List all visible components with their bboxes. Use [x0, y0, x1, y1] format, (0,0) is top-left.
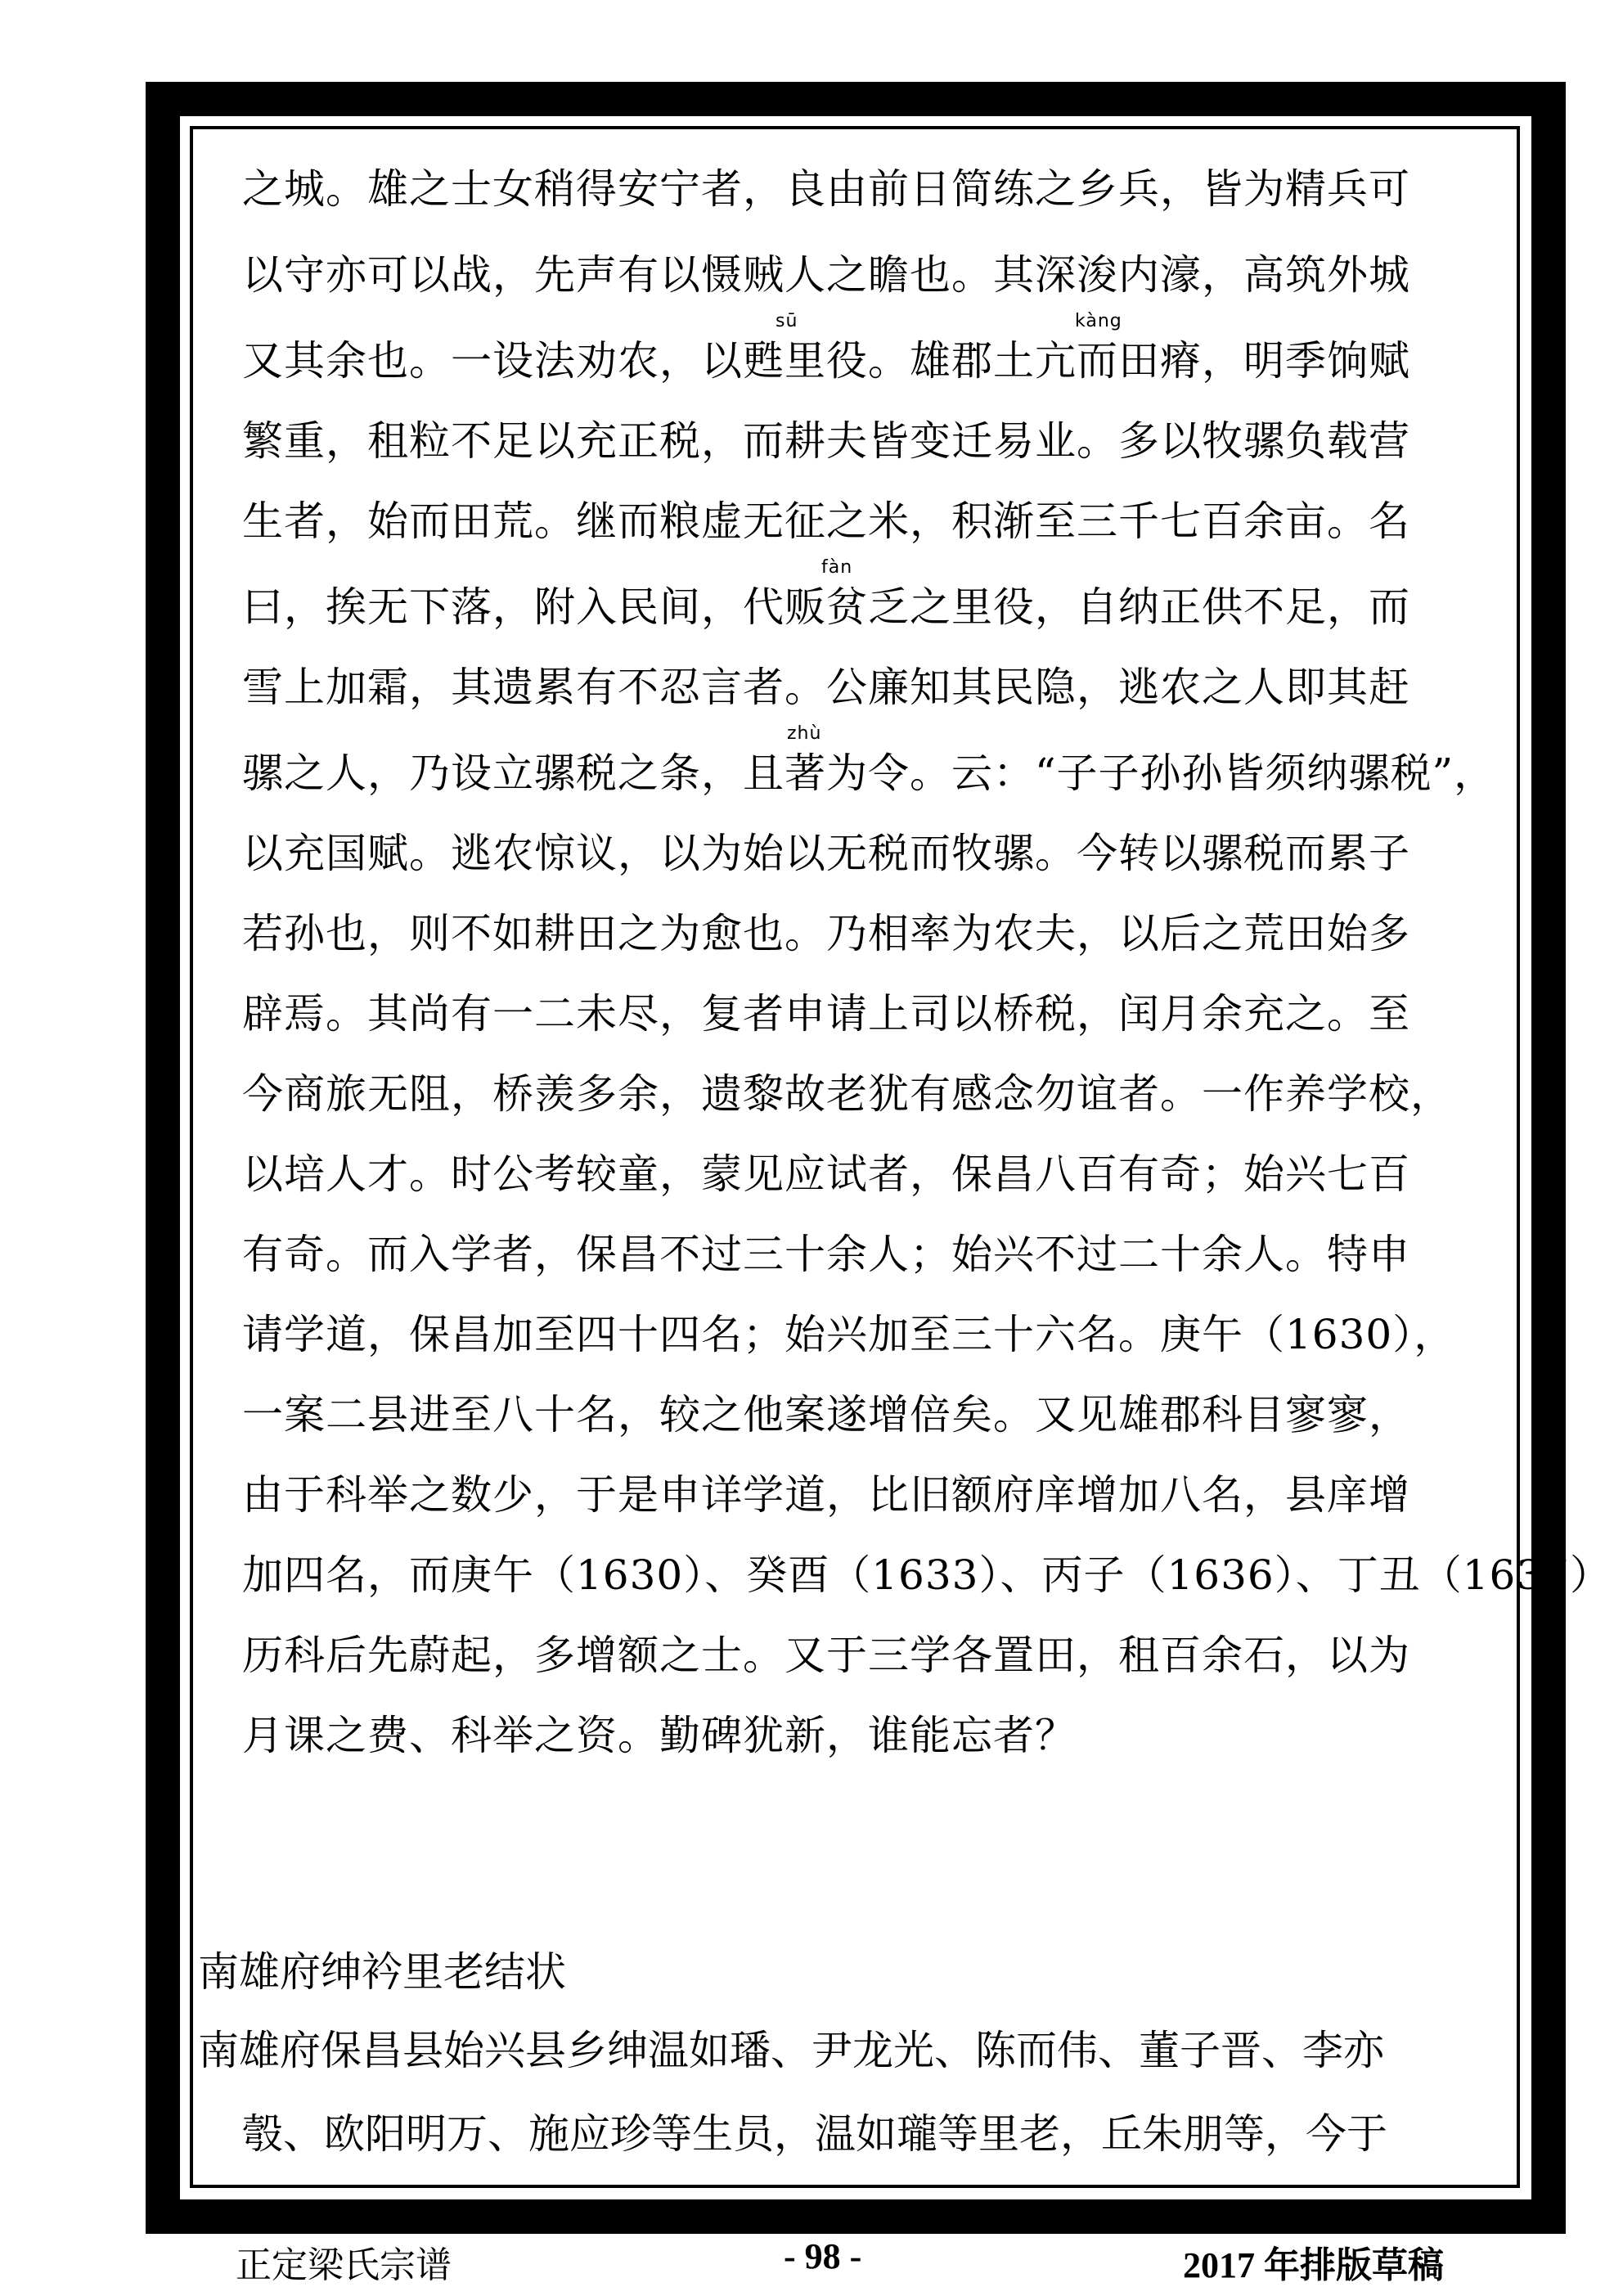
text-line: 骡之人，乃设立骡税之条，且著为令。云：“子子孙孙皆须纳骡税”， [242, 750, 1496, 797]
paragraph-line: 彀、欧阳明万、施应珍等生员，温如瓏等里老，丘朱朋等，今于 [242, 2110, 1387, 2158]
pinyin-annotation: sū [776, 311, 798, 331]
text-line: 以培人才。时公考较童，蒙见应试者，保昌八百有奇；始兴七百 [242, 1150, 1410, 1198]
text-line: 生者，始而田荒。继而粮虚无征之米，积渐至三千七百余亩。名 [242, 497, 1410, 545]
text-line: 若孙也，则不如耕田之为愈也。乃相率为农夫，以后之荒田始多 [242, 910, 1410, 957]
footer-draft-note: 2017 年排版草稿 [1183, 2245, 1444, 2285]
main-text-block [242, 133, 1612, 1765]
text-line: 加四名，而庚午（1630）、癸酉（1633）、丙子（1636）、丁丑（1637） [242, 1551, 1612, 1599]
text-line: 繁重，租粒不足以充正税，而耕夫皆变迁易业。多以牧骡负载营 [242, 417, 1410, 465]
text-line-with-pinyin [242, 717, 1510, 803]
text-line: 辟焉。其尚有一二未尽，复者申请上司以桥税，闰月余充之。至 [242, 990, 1410, 1038]
text-line: 历科后先蔚起，多增额之士。又于三学各置田，租百余石，以为 [242, 1632, 1410, 1679]
pinyin-annotation: fàn [821, 557, 853, 578]
paragraph-line: 南雄府保昌县始兴县乡绅温如璠、尹龙光、陈而伟、董子晋、李亦 [198, 2027, 1384, 2074]
pinyin-annotation: kàng [1075, 311, 1122, 331]
text-line: 有奇。而入学者，保昌不过三十余人；始兴不过二十余人。特申 [242, 1231, 1410, 1278]
text-line: 曰，挨无下落，附入民间，代贩贫乏之里役，自纳正供不足，而 [242, 583, 1410, 631]
text-line: 以守亦可以战，先声有以慑贼人之瞻也。其深浚内濠，高筑外城 [242, 251, 1410, 299]
text-line: 由于科举之数少，于是申详学道，比旧额府庠增加八名，县庠增 [242, 1471, 1410, 1519]
text-line-with-pinyin [242, 304, 1510, 390]
text-line-with-pinyin [242, 551, 1510, 637]
text-line: 雪上加霜，其遗累有不忍言者。公廉知其民隐，逃农之人即其赶 [242, 664, 1410, 711]
section-heading: 南雄府绅衿里老结状 [198, 1948, 566, 1996]
text-line: 以充国赋。逃农惊议，以为始以无税而牧骡。今转以骡税而累子 [242, 830, 1410, 877]
text-line: 之城。雄之士女稍得安宁者，良由前日简练之乡兵，皆为精兵可 [242, 165, 1410, 213]
text-line: 今商旅无阻，桥羡多余，遗黎故老犹有感念勿谊者。一作养学校， [242, 1070, 1452, 1118]
text-line: 一案二县进至八十名，较之他案遂增倍矣。又见雄郡科目寥寥， [242, 1391, 1410, 1438]
text-line: 又其余也。一设法劝农，以甦里役。雄郡土亢而田瘠，明季饷赋 [242, 337, 1410, 385]
footer-title: 正定梁氏宗谱 [236, 2245, 452, 2285]
text-line: 请学道，保昌加至四十四名；始兴加至三十六名。庚午（1630）， [242, 1311, 1456, 1358]
page-number: - 98 - [784, 2236, 862, 2276]
pinyin-annotation: zhù [787, 723, 822, 744]
text-line: 月课之费、科举之资。勤碑犹新，谁能忘者？ [242, 1712, 1077, 1759]
